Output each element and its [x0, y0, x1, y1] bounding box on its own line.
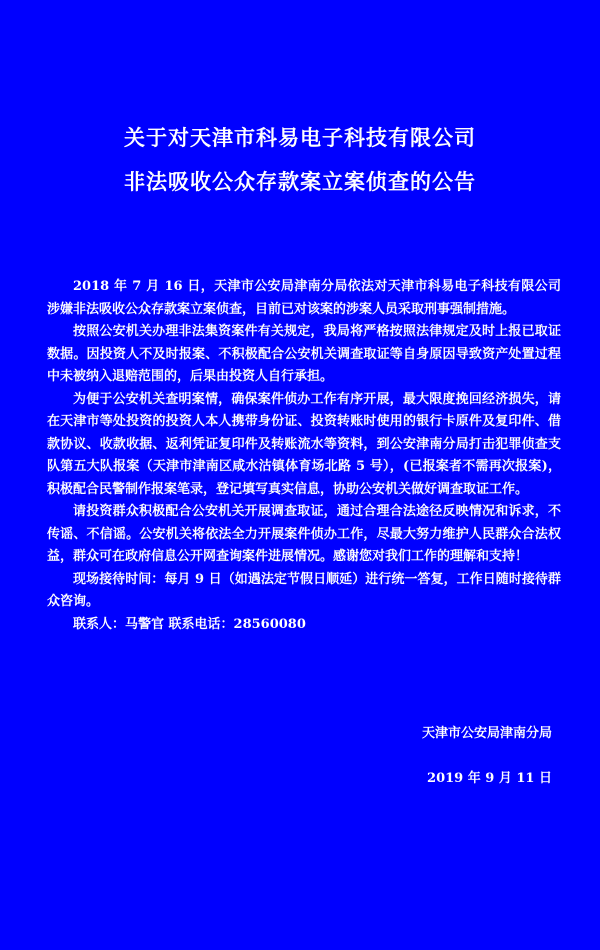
notice-title-line-2: 非法吸收公众存款案立案侦查的公告: [124, 169, 476, 194]
paragraph-reception-time: 现场接待时间：每月 9 日（如遇法定节假日顺延）进行统一答复，工作日随时接待群众咨询。: [47, 571, 561, 609]
paragraph-contact: 联系人：马警官 联系电话：28560080: [73, 616, 306, 632]
notice-body: [47, 276, 561, 636]
paragraph-report-instructions: 为便于公安机关查明案情，确保案件侦办工作有序开展，最大限度挽回经济损失，请在天津市等处投资的投资人本人携带身份证、投资转账时使用的银行卡原件及复印件、借款协议、收款收据、返利凭证复印件及转账流水等资料，到公安津南分局打击犯罪侦查支队第五大队报案（天津市津南区咸水沽镇体育场北路 5 号），(已报案者不需再次报案)，积极配合民警制作报案笔录，登记填写真实信息，协助公安机关做好调查取证工作。: [47, 391, 561, 497]
signature-organization: 天津市公安局津南分局: [421, 726, 552, 741]
paragraph-case-filed: 2018 年 7 月 16 日，天津市公安局津南分局依法对天津市科易电子科技有限公司涉嫌非法吸收公众存款案立案侦查，目前已对该案的涉案人员采取刑事强制措施。: [47, 279, 561, 317]
signature-date: 2019 年 9 月 11 日: [427, 771, 552, 786]
paragraph-cooperation-request: 请投资群众积极配合公安机关开展调查取证，通过合理合法途径反映情况和诉求，不传谣、不信谣。公安机关将依法全力开展案件侦办工作，尽最大努力维护人民群众合法权益，群众可在政府信息公开网查询案件进展情况。感谢您对我们工作的理解和支持！: [47, 504, 561, 564]
paragraph-reporting-rules: 按照公安机关办理非法集资案件有关规定，我局将严格按照法律规定及时上报已取证数据。因投资人不及时报案、不积极配合公安机关调查取证等自身原因导致资产处置过程中未被纳入退赔范围的，后果由投资人自行承担。: [47, 324, 561, 384]
notice-title-line-1: 关于对天津市科易电子科技有限公司: [124, 125, 476, 150]
